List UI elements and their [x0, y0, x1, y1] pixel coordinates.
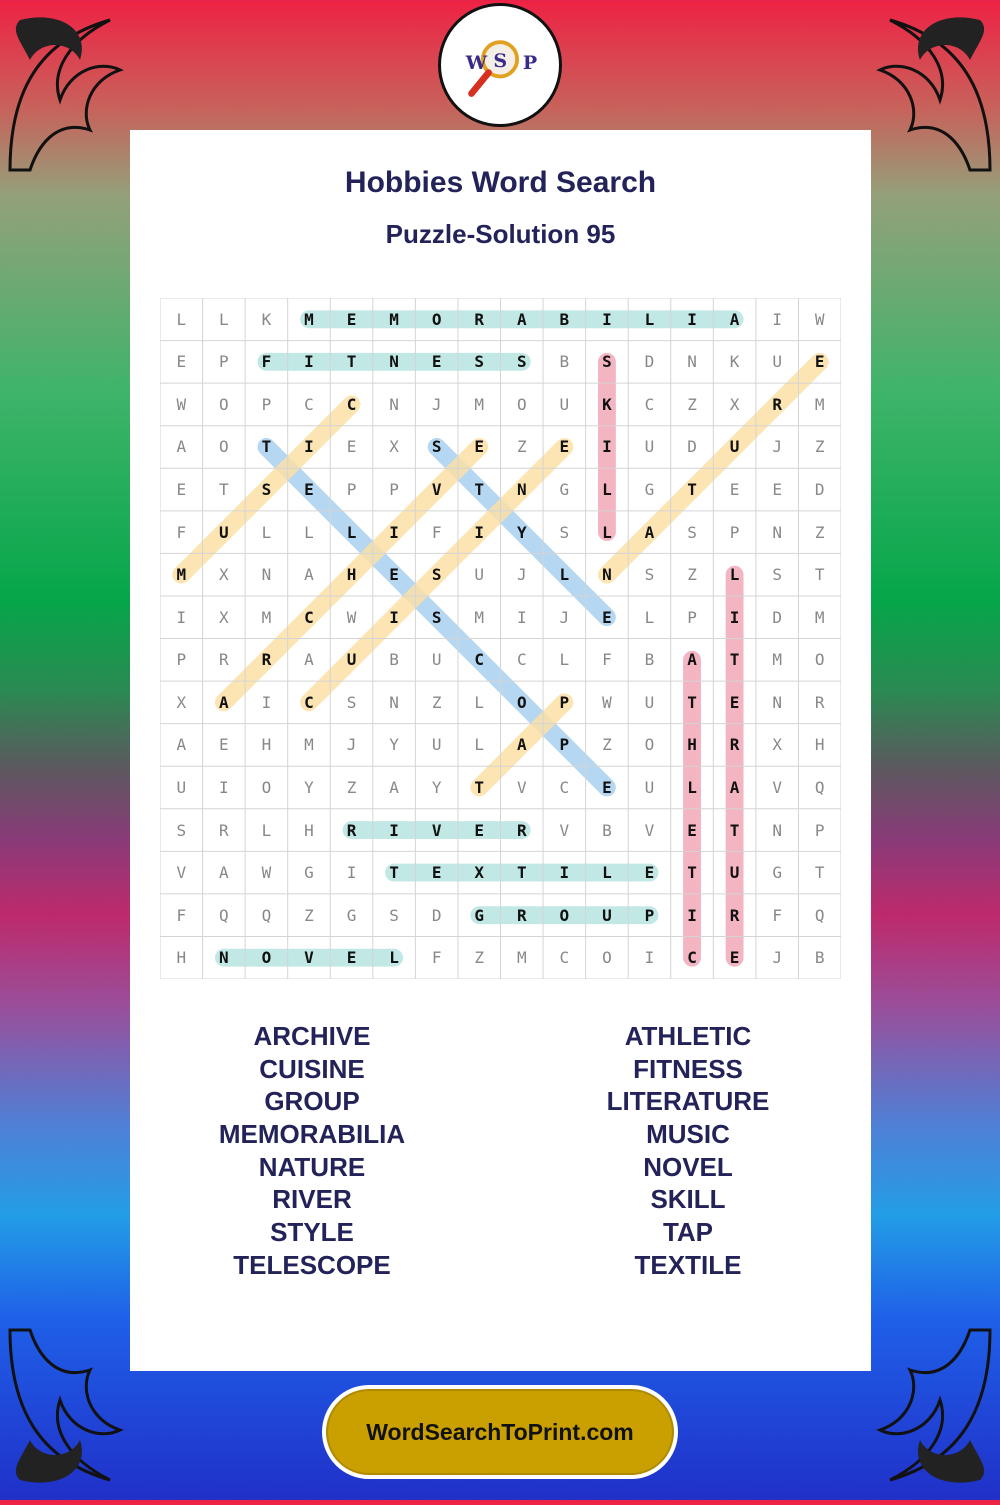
grid-cell[interactable]: I: [687, 905, 697, 925]
grid-cell[interactable]: T: [389, 863, 399, 883]
grid-cell[interactable]: D: [772, 607, 782, 627]
corner-ornament-bottom-right: [860, 1320, 1000, 1500]
grid-cell[interactable]: R: [814, 692, 825, 712]
grid-cell[interactable]: A: [176, 437, 187, 457]
grid-cell[interactable]: P: [687, 607, 697, 627]
grid-cell[interactable]: B: [814, 948, 825, 968]
grid-cell[interactable]: U: [431, 650, 442, 670]
grid-cell[interactable]: L: [644, 309, 655, 329]
word-list-item: ARCHIVE: [253, 1021, 371, 1051]
grid-cell[interactable]: I: [304, 437, 314, 457]
grid-cell[interactable]: M: [261, 607, 272, 627]
grid-cell[interactable]: O: [602, 948, 612, 968]
grid-cell[interactable]: V: [644, 820, 655, 840]
grid-cell[interactable]: T: [729, 650, 740, 670]
grid-cell[interactable]: R: [729, 735, 740, 755]
website-button[interactable]: WordSearchToPrint.com: [322, 1385, 678, 1479]
grid-cell[interactable]: A: [389, 777, 399, 797]
grid-cell[interactable]: P: [559, 735, 570, 755]
grid-cell[interactable]: F: [772, 905, 782, 925]
word-list-item: TELESCOPE: [233, 1249, 391, 1280]
grid-cell[interactable]: R: [516, 820, 527, 840]
grid-cell[interactable]: I: [687, 309, 697, 329]
grid-cell[interactable]: D: [687, 437, 697, 457]
grid-cell[interactable]: E: [687, 820, 697, 840]
grid-cell[interactable]: S: [474, 352, 485, 372]
grid-cell[interactable]: C: [559, 948, 570, 968]
grid-cell[interactable]: S: [346, 692, 357, 712]
grid-cell[interactable]: S: [389, 905, 399, 925]
grid-cell[interactable]: P: [389, 480, 399, 500]
grid-cell[interactable]: J: [772, 437, 782, 457]
grid-cell[interactable]: X: [176, 692, 187, 712]
grid-cell[interactable]: T: [814, 863, 825, 883]
grid-cell[interactable]: A: [687, 650, 697, 670]
grid-cell[interactable]: E: [346, 948, 357, 968]
grid-cell[interactable]: L: [176, 309, 187, 329]
grid-cell[interactable]: E: [729, 948, 740, 968]
grid-cell[interactable]: L: [474, 735, 485, 755]
grid-cell[interactable]: U: [431, 735, 442, 755]
grid-cell[interactable]: I: [261, 692, 272, 712]
word-list-item: ATHLETIC: [624, 1021, 752, 1051]
grid-cell[interactable]: S: [176, 820, 187, 840]
grid-cell[interactable]: L: [219, 309, 229, 329]
grid-cell[interactable]: V: [431, 480, 442, 500]
word-list-item: GROUP: [264, 1086, 360, 1117]
letter-grid: [160, 298, 841, 979]
grid-cell[interactable]: X: [219, 565, 229, 585]
grid-cell[interactable]: B: [559, 309, 570, 329]
grid-cell[interactable]: N: [602, 565, 612, 585]
grid-cell[interactable]: Z: [602, 735, 612, 755]
grid-cell[interactable]: C: [559, 777, 570, 797]
grid-cell[interactable]: S: [644, 565, 655, 585]
grid-cell[interactable]: T: [687, 863, 697, 883]
grid-cell[interactable]: I: [516, 607, 527, 627]
grid-cell[interactable]: A: [304, 565, 314, 585]
grid-cell[interactable]: E: [389, 565, 399, 585]
grid-cell[interactable]: S: [431, 565, 442, 585]
grid-cell[interactable]: W: [814, 309, 825, 329]
grid-cell[interactable]: Z: [516, 437, 527, 457]
grid-cell[interactable]: I: [602, 309, 612, 329]
grid-cell[interactable]: F: [261, 352, 272, 372]
logo-letter-w: W: [465, 51, 488, 74]
word-list-item: FITNESS: [633, 1053, 743, 1084]
corner-ornament-top-left: [0, 0, 140, 180]
grid-cell[interactable]: P: [176, 650, 187, 670]
grid-cell[interactable]: T: [261, 437, 272, 457]
grid-cell[interactable]: V: [559, 820, 570, 840]
grid-cell[interactable]: W: [602, 692, 612, 712]
grid-cell[interactable]: L: [389, 948, 399, 968]
grid-cell[interactable]: N: [516, 480, 527, 500]
grid-cell[interactable]: E: [814, 352, 825, 372]
grid-cell[interactable]: L: [729, 565, 740, 585]
grid-cell[interactable]: I: [389, 820, 399, 840]
grid-cell[interactable]: O: [431, 309, 442, 329]
grid-cell[interactable]: L: [474, 692, 485, 712]
grid-cell[interactable]: F: [431, 948, 442, 968]
grid-cell[interactable]: M: [814, 607, 825, 627]
grid-cell[interactable]: J: [431, 394, 442, 414]
grid-cell[interactable]: P: [261, 394, 272, 414]
grid-cell[interactable]: S: [559, 522, 570, 542]
grid-cell[interactable]: I: [559, 863, 570, 883]
grid-cell[interactable]: A: [729, 777, 740, 797]
grid-cell[interactable]: Z: [687, 565, 697, 585]
grid-cell[interactable]: I: [346, 863, 357, 883]
grid-cell[interactable]: U: [176, 777, 187, 797]
grid-cell[interactable]: Q: [261, 905, 272, 925]
grid-cell[interactable]: T: [687, 692, 697, 712]
grid-cell[interactable]: L: [559, 565, 570, 585]
grid-cell[interactable]: C: [346, 394, 357, 414]
grid-cell[interactable]: U: [772, 352, 782, 372]
grid-cell[interactable]: P: [814, 820, 825, 840]
grid-cell[interactable]: N: [389, 394, 399, 414]
word-list-item: TEXTILE: [634, 1249, 742, 1280]
word-list-item: RIVER: [272, 1184, 352, 1215]
wsp-logo[interactable]: [438, 3, 562, 127]
grid-cell[interactable]: U: [346, 650, 357, 670]
grid-cell[interactable]: F: [176, 522, 187, 542]
grid-cell[interactable]: I: [602, 437, 612, 457]
grid-cell[interactable]: T: [516, 863, 527, 883]
grid-cell[interactable]: I: [304, 352, 314, 372]
grid-cell[interactable]: G: [559, 480, 570, 500]
grid-cell[interactable]: M: [474, 607, 485, 627]
grid-cell[interactable]: Q: [814, 905, 825, 925]
grid-cell[interactable]: R: [219, 650, 229, 670]
grid-cell[interactable]: I: [729, 607, 740, 627]
grid-cell[interactable]: W: [346, 607, 357, 627]
grid-cell[interactable]: J: [516, 565, 527, 585]
grid-cell[interactable]: P: [559, 692, 570, 712]
grid-cell[interactable]: I: [772, 309, 782, 329]
word-list-item: NATURE: [258, 1151, 366, 1182]
grid-cell[interactable]: S: [261, 480, 272, 500]
grid-cell[interactable]: C: [516, 650, 527, 670]
grid-cell[interactable]: R: [346, 820, 357, 840]
grid-cell[interactable]: I: [644, 948, 655, 968]
grid-cell[interactable]: L: [687, 777, 697, 797]
grid-cell[interactable]: B: [644, 650, 655, 670]
grid-cell[interactable]: S: [516, 352, 527, 372]
grid-cell[interactable]: G: [346, 905, 357, 925]
grid-cell[interactable]: E: [602, 607, 612, 627]
page-title: Hobbies Word Search: [344, 166, 657, 199]
grid-cell[interactable]: E: [176, 480, 187, 500]
logo-letter-s: S: [493, 49, 508, 72]
grid-cell[interactable]: A: [304, 650, 314, 670]
grid-cell[interactable]: V: [304, 948, 314, 968]
grid-cell[interactable]: L: [644, 607, 655, 627]
grid-cell[interactable]: C: [304, 394, 314, 414]
grid-cell[interactable]: W: [176, 394, 187, 414]
grid-cell[interactable]: S: [687, 522, 697, 542]
grid-cell[interactable]: Z: [474, 948, 485, 968]
grid-cell[interactable]: D: [644, 352, 655, 372]
grid-cell[interactable]: B: [559, 352, 570, 372]
grid-cell[interactable]: A: [516, 309, 527, 329]
grid-cell[interactable]: M: [474, 394, 485, 414]
grid-cell[interactable]: M: [516, 948, 527, 968]
grid-cell[interactable]: T: [474, 777, 485, 797]
grid-cell[interactable]: E: [559, 437, 570, 457]
grid-cell[interactable]: V: [772, 777, 782, 797]
grid-cell[interactable]: S: [602, 352, 612, 372]
grid-cell[interactable]: O: [814, 650, 825, 670]
grid-cell[interactable]: E: [304, 480, 314, 500]
grid-cell[interactable]: M: [772, 650, 782, 670]
grid-cell[interactable]: E: [729, 692, 740, 712]
grid-cell[interactable]: P: [219, 352, 229, 372]
grid-cell[interactable]: E: [644, 863, 655, 883]
grid-cell[interactable]: L: [346, 522, 357, 542]
grid-cell[interactable]: H: [304, 820, 314, 840]
word-list-item: STYLE: [270, 1217, 354, 1248]
grid-cell[interactable]: H: [814, 735, 825, 755]
grid-cell[interactable]: H: [176, 948, 187, 968]
grid-cell[interactable]: Y: [389, 735, 399, 755]
grid-cell[interactable]: M: [176, 565, 187, 585]
grid-cell[interactable]: K: [602, 394, 612, 414]
grid-cell[interactable]: E: [431, 863, 442, 883]
grid-cell[interactable]: N: [261, 565, 272, 585]
grid-cell[interactable]: A: [219, 692, 229, 712]
grid-cell[interactable]: N: [772, 522, 782, 542]
grid-cell[interactable]: G: [644, 480, 655, 500]
word-list-item: LITERATURE: [606, 1086, 770, 1117]
grid-cell[interactable]: M: [304, 309, 314, 329]
grid-cell[interactable]: Y: [516, 522, 527, 542]
word-list-item: NOVEL: [643, 1151, 733, 1182]
grid-cell[interactable]: A: [176, 735, 187, 755]
grid-cell[interactable]: E: [772, 480, 782, 500]
grid-cell[interactable]: A: [729, 309, 740, 329]
grid-cell[interactable]: E: [729, 480, 740, 500]
grid-cell[interactable]: C: [644, 394, 655, 414]
grid-cell[interactable]: M: [389, 309, 399, 329]
grid-cell[interactable]: F: [176, 905, 187, 925]
grid-cell[interactable]: A: [219, 863, 229, 883]
grid-cell[interactable]: Z: [346, 777, 357, 797]
grid-cell[interactable]: K: [261, 309, 272, 329]
grid-cell[interactable]: U: [729, 863, 740, 883]
grid-cell[interactable]: N: [687, 352, 697, 372]
grid-cell[interactable]: X: [389, 437, 399, 457]
grid-cell[interactable]: M: [304, 735, 314, 755]
grid-cell[interactable]: P: [644, 905, 655, 925]
grid-cell[interactable]: M: [814, 394, 825, 414]
grid-cell[interactable]: E: [602, 777, 612, 797]
grid-cell[interactable]: X: [219, 607, 229, 627]
grid-cell[interactable]: I: [176, 607, 187, 627]
grid-cell[interactable]: B: [602, 820, 612, 840]
grid-cell[interactable]: X: [729, 394, 740, 414]
grid-cell[interactable]: J: [559, 607, 570, 627]
grid-cell[interactable]: Y: [431, 777, 442, 797]
grid-cell[interactable]: L: [261, 820, 272, 840]
grid-cell[interactable]: I: [219, 777, 229, 797]
grid-cell[interactable]: N: [772, 820, 782, 840]
grid-cell[interactable]: D: [431, 905, 442, 925]
grid-cell[interactable]: N: [389, 692, 399, 712]
grid-cell[interactable]: O: [219, 437, 229, 457]
grid-cell[interactable]: X: [474, 863, 485, 883]
grid-cell[interactable]: T: [474, 480, 485, 500]
corner-ornament-bottom-left: [0, 1320, 140, 1500]
grid-cell[interactable]: I: [389, 522, 399, 542]
puzzle-card: [130, 130, 871, 1371]
grid-cell[interactable]: R: [219, 820, 229, 840]
grid-cell[interactable]: Y: [304, 777, 314, 797]
grid-cell[interactable]: V: [176, 863, 187, 883]
grid-cell[interactable]: E: [474, 437, 485, 457]
grid-cell[interactable]: R: [729, 905, 740, 925]
grid-cell[interactable]: C: [304, 607, 314, 627]
grid-cell[interactable]: N: [219, 948, 229, 968]
grid-cell[interactable]: U: [602, 905, 612, 925]
grid-cell[interactable]: U: [474, 565, 485, 585]
grid-cell[interactable]: I: [474, 522, 485, 542]
grid-cell[interactable]: E: [346, 437, 357, 457]
grid-cell[interactable]: S: [772, 565, 782, 585]
word-list-item: TAP: [662, 1217, 714, 1248]
grid-cell[interactable]: U: [559, 394, 570, 414]
corner-ornament-top-right: [860, 0, 1000, 180]
grid-cell[interactable]: Q: [814, 777, 825, 797]
grid-cell[interactable]: G: [772, 863, 782, 883]
grid-cell[interactable]: R: [516, 905, 527, 925]
grid-cell[interactable]: S: [431, 607, 442, 627]
grid-cell[interactable]: E: [431, 352, 442, 372]
word-list-item: MUSIC: [646, 1119, 730, 1150]
grid-cell[interactable]: L: [602, 863, 612, 883]
grid-cell[interactable]: L: [304, 522, 314, 542]
grid-cell[interactable]: X: [772, 735, 782, 755]
grid-cell[interactable]: J: [346, 735, 357, 755]
grid-cell[interactable]: O: [516, 692, 527, 712]
grid-cell[interactable]: J: [772, 948, 782, 968]
grid-cell[interactable]: L: [261, 522, 272, 542]
grid-cell[interactable]: P: [346, 480, 357, 500]
grid-cell[interactable]: T: [814, 565, 825, 585]
grid-cell[interactable]: U: [219, 522, 229, 542]
grid-cell[interactable]: L: [602, 522, 612, 542]
magnifier-icon: [441, 6, 559, 124]
grid-cell[interactable]: S: [431, 437, 442, 457]
grid-cell[interactable]: U: [644, 437, 655, 457]
grid-cell[interactable]: E: [346, 309, 357, 329]
grid-cell[interactable]: Z: [304, 905, 314, 925]
grid-cell[interactable]: Z: [814, 437, 825, 457]
logo-letter-p: P: [522, 51, 538, 74]
grid-cell[interactable]: Z: [431, 692, 442, 712]
grid-cell[interactable]: U: [729, 437, 740, 457]
grid-cell[interactable]: F: [431, 522, 442, 542]
grid-cell[interactable]: Z: [814, 522, 825, 542]
grid-cell[interactable]: V: [431, 820, 442, 840]
grid-cell[interactable]: I: [389, 607, 399, 627]
grid-cell[interactable]: O: [559, 905, 570, 925]
grid-cell[interactable]: O: [261, 948, 272, 968]
grid-cell[interactable]: A: [644, 522, 655, 542]
word-list-left: [162, 1020, 462, 1282]
grid-cell[interactable]: E: [219, 735, 229, 755]
grid-cell[interactable]: H: [261, 735, 272, 755]
grid-cell[interactable]: T: [729, 820, 740, 840]
grid-cell[interactable]: O: [516, 394, 527, 414]
grid-cell[interactable]: Z: [687, 394, 697, 414]
grid-cell[interactable]: C: [687, 948, 697, 968]
word-list-item: MEMORABILIA: [218, 1119, 406, 1150]
grid-cell[interactable]: G: [304, 863, 314, 883]
grid-cell[interactable]: R: [474, 309, 485, 329]
grid-cell[interactable]: O: [261, 777, 272, 797]
page-subtitle: Puzzle-Solution 95: [385, 219, 616, 249]
grid-cell[interactable]: N: [772, 692, 782, 712]
grid-cell[interactable]: E: [474, 820, 485, 840]
grid-cell[interactable]: P: [729, 522, 740, 542]
grid-cell[interactable]: E: [176, 352, 187, 372]
grid-cell[interactable]: O: [219, 394, 229, 414]
grid-cell[interactable]: H: [346, 565, 357, 585]
grid-cell[interactable]: C: [474, 650, 485, 670]
grid-cell[interactable]: T: [346, 352, 357, 372]
grid-cell[interactable]: L: [602, 480, 612, 500]
grid-cell[interactable]: T: [687, 480, 697, 500]
grid-cell[interactable]: B: [389, 650, 399, 670]
grid-cell[interactable]: L: [559, 650, 570, 670]
grid-cell[interactable]: C: [304, 692, 314, 712]
word-list-item: SKILL: [650, 1184, 726, 1215]
grid-cell[interactable]: Q: [219, 905, 229, 925]
grid-cell[interactable]: D: [814, 480, 825, 500]
grid-cell[interactable]: U: [644, 777, 655, 797]
grid-cell[interactable]: G: [474, 905, 485, 925]
word-list-right: [538, 1020, 838, 1282]
grid-cell[interactable]: H: [687, 735, 697, 755]
grid-cell[interactable]: R: [261, 650, 272, 670]
grid-cell[interactable]: N: [389, 352, 399, 372]
grid-cell[interactable]: A: [516, 735, 527, 755]
grid-cell[interactable]: W: [261, 863, 272, 883]
grid-cell[interactable]: V: [516, 777, 527, 797]
word-list-item: CUISINE: [259, 1053, 365, 1084]
grid-cell[interactable]: U: [644, 692, 655, 712]
grid-cell[interactable]: K: [729, 352, 740, 372]
grid-cell[interactable]: F: [602, 650, 612, 670]
grid-cell[interactable]: R: [772, 394, 782, 414]
grid-cell[interactable]: O: [644, 735, 655, 755]
grid-cell[interactable]: T: [219, 480, 229, 500]
